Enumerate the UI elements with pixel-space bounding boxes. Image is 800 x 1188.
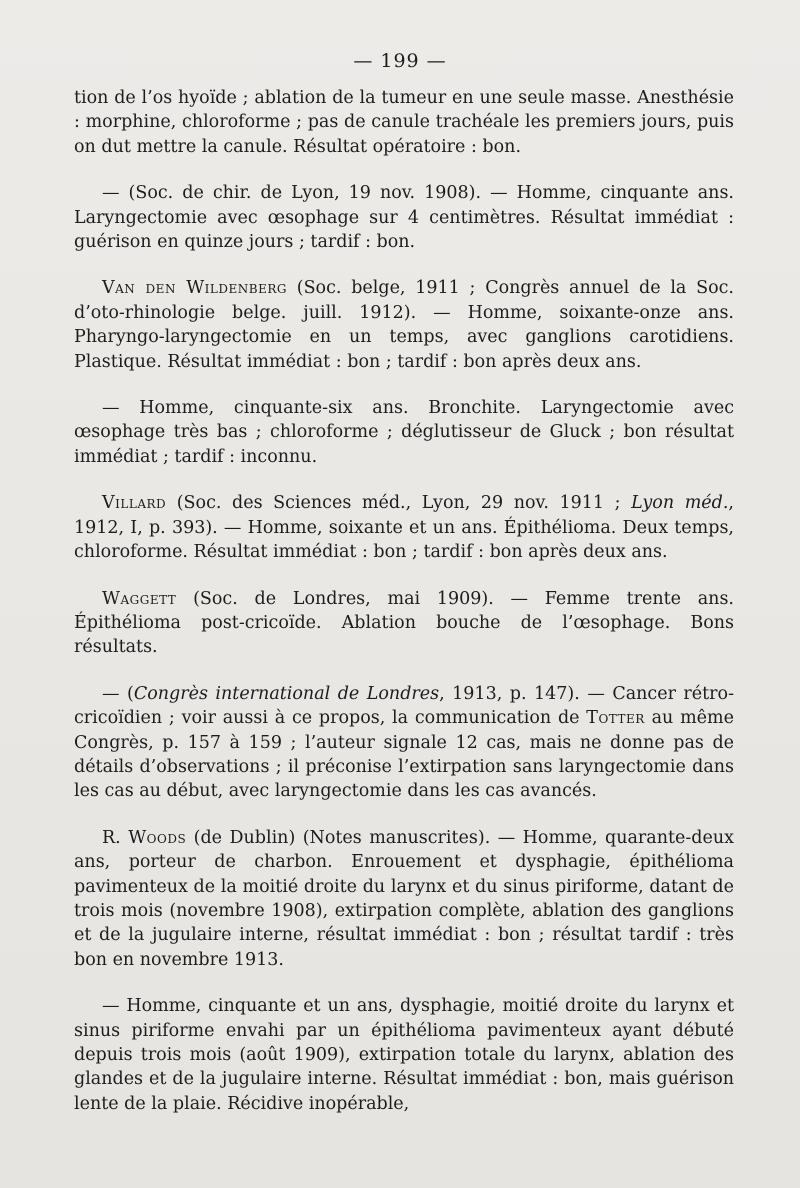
italic-title: Lyon méd.	[631, 493, 729, 514]
paragraph	[74, 181, 734, 254]
text-run: — Homme, cinquante-six ans. Bronchite. Laryngectomie avec œsophage très bas ; chloroforme ; déglutisseur de Gluck ; bon résultat immédiat ; tardif : inconnu.	[74, 398, 734, 467]
text-run: (Soc. de Londres, mai 1909). — Femme trente ans. Épithélioma post-cricoïde. Ablation bouche de l’œsophage. Bons résultats.	[74, 588, 734, 658]
text-run: , 1913, p. 147). — Cancer rétro-cricoïdien ; voir aussi à ce propos, la communication de	[74, 683, 734, 729]
text-run: R.	[102, 827, 129, 848]
text-run: tion de l’os hyoïde ; ablation de la tumeur en une seule masse. Anesthésie : morphine, chloroforme ; pas de canule trachéale les premiers jours, puis on dut mettre la canule. Résultat opératoire : bon.	[74, 88, 734, 157]
paragraph	[74, 682, 734, 804]
paragraph	[74, 994, 734, 1116]
author-name: Totter	[586, 708, 645, 729]
paragraph	[74, 86, 734, 159]
body-text	[74, 86, 734, 1138]
paragraph	[74, 396, 734, 469]
text-run: (Soc. des Sciences méd., Lyon, 29 nov. 1911 ;	[166, 493, 632, 514]
paragraph	[74, 276, 734, 374]
author-name: Woods	[128, 827, 187, 848]
text-run: au même Congrès, p. 157 à 159 ; l’auteur signale 12 cas, mais ne donne pas de détails d’observations ; il préconise l’extirpation sans laryngectomie dans les cas au début, avec laryngectomie dans les cas avancés.	[74, 708, 734, 802]
text-run: — Homme, cinquante et un ans, dysphagie, moitié droite du larynx et sinus piriforme envahi par un épithélioma pavimenteux ayant débuté depuis trois mois (août 1909), extirpation totale du larynx, ablation des glandes et de la jugulaire interne. Résultat immédiat : bon, mais guérison lente de la plaie. Récidive inopérable,	[74, 996, 734, 1114]
italic-title: Congrès international de Londres	[133, 683, 440, 704]
text-run: — (Soc. de chir. de Lyon, 19 nov. 1908). — Homme, cinquante ans. Laryngectomie avec œsophage sur 4 centimètres. Résultat immédiat : guérison en quinze jours ; tardif : bon.	[74, 183, 734, 253]
author-name: Villard	[102, 493, 167, 514]
author-name: Waggett	[102, 588, 177, 609]
paragraph	[74, 491, 734, 564]
text-run: (Soc. belge, 1911 ; Congrès annuel de la Soc. d’oto-rhinologie belge. juill. 1912). — Homme, soixante-onze ans. Pharyngo-laryngectomie en un temps, avec ganglions carotidiens. Plastique. Résultat immédiat : bon ; tardif : bon après deux ans.	[74, 278, 734, 372]
paragraph	[74, 587, 734, 660]
text-run: , 1912, I, p. 393). — Homme, soixante et un ans. Épithélioma. Deux temps, chloroforme. Résultat immédiat : bon ; tardif : bon après deux ans.	[74, 493, 734, 563]
text-run: (de Dublin) (Notes manuscrites). — Homme, quarante-deux ans, porteur de charbon. Enrouement et dysphagie, épithélioma pavimenteux de la moitié droite du larynx et du sinus piriforme, datant de trois mois (novembre 1908), extirpation complète, ablation des ganglions et de la jugulaire interne, résultat immédiat : bon ; résultat tardif : très bon en novembre 1913.	[74, 827, 734, 970]
paragraph	[74, 826, 734, 972]
page-number: — 199 —	[353, 50, 447, 72]
author-name: Van den Wildenberg	[102, 278, 287, 299]
text-run: — (	[102, 683, 134, 704]
